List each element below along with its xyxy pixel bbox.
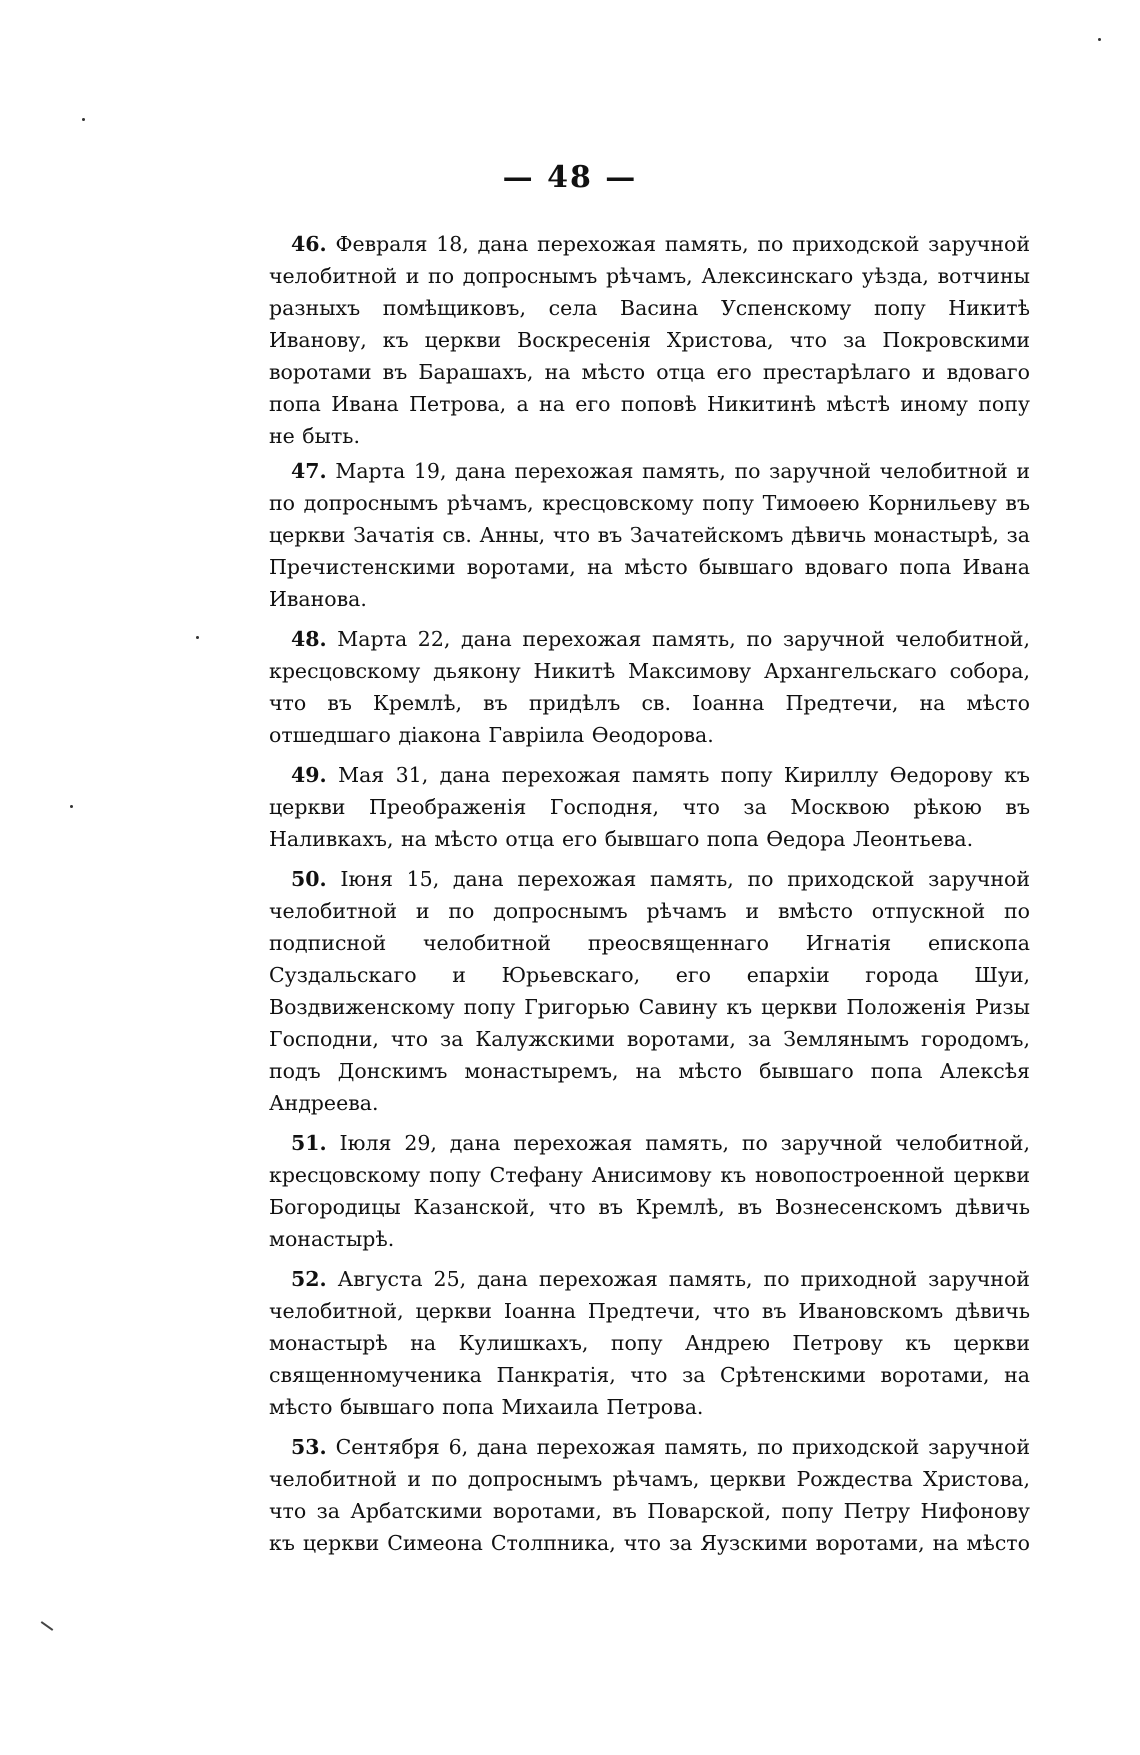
scan-speck xyxy=(196,636,199,639)
entry-number: 49. xyxy=(291,763,327,787)
scan-speck xyxy=(1098,38,1101,41)
entry-text: Августа 25, дана перехожая память, по приходной заручной челобитной, церкви Іоанна Предтечи, что въ Ивановскомъ дѣвичь монастырѣ на Кулишкахъ, попу Андрею Петрову къ церкви священномученика Панкратія, что за Срѣтенскими воротами, на мѣсто бывшаго попа Михаила Петрова. xyxy=(269,1267,1030,1419)
scan-speck xyxy=(82,118,85,121)
page-number: — 48 — xyxy=(502,160,638,195)
scan-mark xyxy=(41,1621,54,1631)
entry-49 xyxy=(269,759,1030,855)
entry-number: 48. xyxy=(291,627,327,651)
entry-text: Февраля 18, дана перехожая память, по приходской заручной челобитной и по допроснымъ рѣчамъ, Алексинскаго уѣзда, вотчины разныхъ помѣщиковъ, села Васина Успенскому попу Никитѣ Иванову, къ церкви Воскресенія Христова, что за Покровскими воротами въ Барашахъ, на мѣсто отца его престарѣлаго и вдоваго попа Ивана Петрова, а на его поповѣ Никитинѣ мѣстѣ иному попу не быть. xyxy=(269,232,1030,448)
entry-number: 47. xyxy=(291,459,327,483)
entry-51 xyxy=(269,1127,1030,1255)
entry-number: 51. xyxy=(291,1131,327,1155)
entry-text: Іюля 29, дана перехожая память, по заручной челобитной, кресцовскому попу Стефану Анисимову къ новопостроенной церкви Богородицы Казанской, что въ Кремлѣ, въ Вознесенскомъ дѣвичь монастырѣ. xyxy=(269,1131,1030,1251)
entry-text: Сентября 6, дана перехожая память, по приходской заручной челобитной и по допроснымъ рѣчамъ, церкви Рождества Христова, что за Арбатскими воротами, въ Поварской, попу Петру Нифонову къ церкви Симеона Столпника, что за Яузскими воротами, на мѣсто xyxy=(269,1435,1030,1555)
entry-46 xyxy=(269,228,1030,452)
entry-number: 53. xyxy=(291,1435,327,1459)
entry-47 xyxy=(269,455,1030,615)
entry-number: 46. xyxy=(291,232,327,256)
entry-50 xyxy=(269,863,1030,1119)
scan-speck xyxy=(70,805,73,808)
entry-48 xyxy=(269,623,1030,751)
entry-text: Марта 19, дана перехожая память, по заручной челобитной и по допроснымъ рѣчамъ, кресцовскому попу Тимоѳею Корнильеву въ церкви Зачатія св. Анны, что въ Зачатейскомъ дѣвичь монастырѣ, за Пречистенскими воротами, на мѣсто бывшаго вдоваго попа Ивана Иванова. xyxy=(269,459,1030,611)
entry-number: 52. xyxy=(291,1267,327,1291)
entry-52 xyxy=(269,1263,1030,1423)
entries-list xyxy=(269,228,1030,1567)
entry-text: Марта 22, дана перехожая память, по заручной челобитной, кресцовскому дьякону Никитѣ Максимову Архангельскаго собора, что въ Кремлѣ, въ придѣлъ св. Іоанна Предтечи, на мѣсто отшедшаго діакона Гавріила Ѳеодорова. xyxy=(269,627,1030,747)
entry-53 xyxy=(269,1431,1030,1559)
entry-number: 50. xyxy=(291,867,327,891)
entry-text: Мая 31, дана перехожая память попу Кириллу Ѳедорову къ церкви Преображенія Господня, что за Москвою рѣкою въ Наливкахъ, на мѣсто отца его бывшаго попа Ѳедора Леонтьева. xyxy=(269,763,1030,851)
entry-text: Іюня 15, дана перехожая память, по приходской заручной челобитной и по допроснымъ рѣчамъ и вмѣсто отпускной по подписной челобитной преосвященнаго Игнатія епископа Суздальскаго и Юрьевскаго, его епархіи города Шуи, Воздвиженскому попу Григорью Савину къ церкви Положенія Ризы Господни, что за Калужскими воротами, за Землянымъ городомъ, подъ Донскимъ монастыремъ, на мѣсто бывшаго попа Алексѣя Андреева. xyxy=(269,867,1030,1115)
